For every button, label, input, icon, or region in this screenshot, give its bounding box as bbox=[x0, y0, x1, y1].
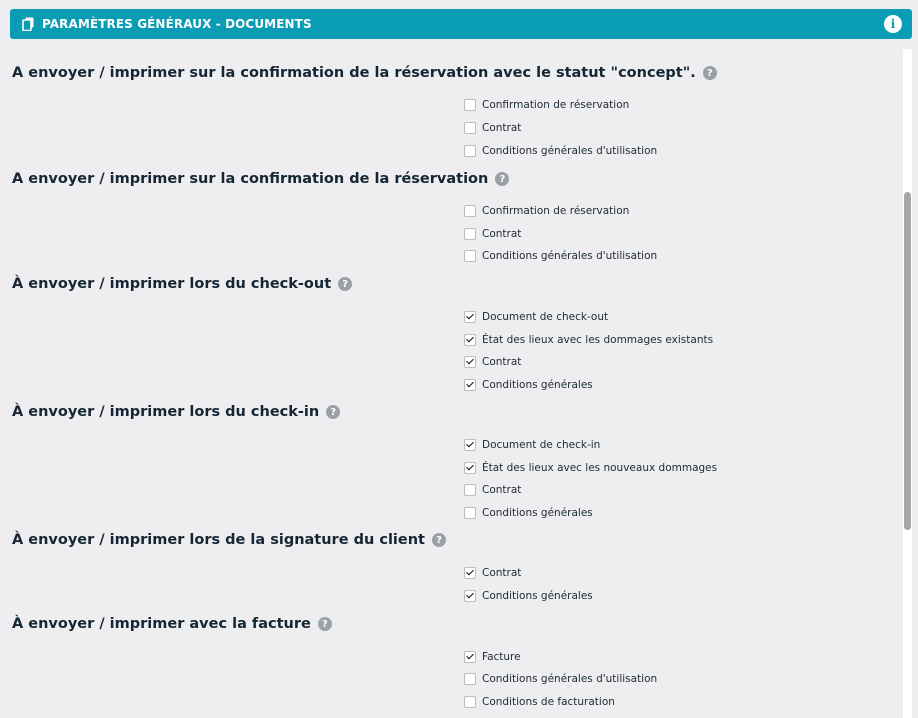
section-title-facture: À envoyer / imprimer avec la facture ? bbox=[12, 616, 332, 632]
option-contrat[interactable]: Contrat bbox=[464, 567, 521, 579]
panel-header bbox=[10, 9, 912, 39]
section-title-check-in: À envoyer / imprimer lors du check-in ? bbox=[12, 404, 340, 420]
scrollbar-thumb[interactable] bbox=[904, 192, 911, 530]
help-icon[interactable]: ? bbox=[432, 533, 446, 547]
option-contrat[interactable]: Contrat bbox=[464, 228, 521, 240]
option-confirmation-reservation[interactable]: Confirmation de réservation bbox=[464, 99, 629, 111]
section-title-concept-confirmation: A envoyer / imprimer sur la confirmation de la réservation avec le statut "concept". ? bbox=[12, 65, 717, 81]
option-conditions-generales-utilisation[interactable]: Conditions générales d'utilisation bbox=[464, 250, 657, 262]
checkbox[interactable] bbox=[464, 673, 476, 685]
checkbox[interactable] bbox=[464, 228, 476, 240]
checkbox[interactable] bbox=[464, 567, 476, 579]
option-conditions-generales[interactable]: Conditions générales bbox=[464, 590, 593, 602]
option-document-check-in[interactable]: Document de check-in bbox=[464, 439, 600, 451]
section-title-confirmation: A envoyer / imprimer sur la confirmation de la réservation ? bbox=[12, 171, 509, 187]
checkbox[interactable] bbox=[464, 250, 476, 262]
checkbox[interactable] bbox=[464, 311, 476, 323]
option-contrat[interactable]: Contrat bbox=[464, 484, 521, 496]
checkbox[interactable] bbox=[464, 507, 476, 519]
section-title-check-out: À envoyer / imprimer lors du check-out ? bbox=[12, 276, 352, 292]
option-conditions-facturation[interactable]: Conditions de facturation bbox=[464, 696, 615, 708]
section-title-signature-client: À envoyer / imprimer lors de la signature du client ? bbox=[12, 532, 446, 548]
checkbox[interactable] bbox=[464, 145, 476, 157]
checkbox[interactable] bbox=[464, 590, 476, 602]
checkbox[interactable] bbox=[464, 205, 476, 217]
option-conditions-generales-utilisation[interactable]: Conditions générales d'utilisation bbox=[464, 145, 657, 157]
option-facture[interactable]: Facture bbox=[464, 651, 521, 663]
option-etat-des-lieux-existants[interactable]: État des lieux avec les dommages existants bbox=[464, 334, 713, 346]
option-etat-des-lieux-nouveaux[interactable]: État des lieux avec les nouveaux dommages bbox=[464, 462, 717, 474]
info-icon[interactable]: i bbox=[884, 15, 902, 33]
panel-title: PARAMÈTRES GÉNÉRAUX - DOCUMENTS bbox=[42, 17, 312, 31]
option-conditions-generales[interactable]: Conditions générales bbox=[464, 379, 593, 391]
help-icon[interactable]: ? bbox=[338, 277, 352, 291]
option-conditions-generales-utilisation[interactable]: Conditions générales d'utilisation bbox=[464, 673, 657, 685]
option-contrat[interactable]: Contrat bbox=[464, 122, 521, 134]
option-contrat[interactable]: Contrat bbox=[464, 356, 521, 368]
documents-icon bbox=[22, 17, 36, 31]
checkbox[interactable] bbox=[464, 356, 476, 368]
checkbox[interactable] bbox=[464, 99, 476, 111]
help-icon[interactable]: ? bbox=[703, 66, 717, 80]
checkbox[interactable] bbox=[464, 651, 476, 663]
option-conditions-generales[interactable]: Conditions générales bbox=[464, 507, 593, 519]
checkbox[interactable] bbox=[464, 484, 476, 496]
checkbox[interactable] bbox=[464, 334, 476, 346]
help-icon[interactable]: ? bbox=[318, 617, 332, 631]
help-icon[interactable]: ? bbox=[326, 405, 340, 419]
checkbox[interactable] bbox=[464, 379, 476, 391]
checkbox[interactable] bbox=[464, 462, 476, 474]
option-document-check-out[interactable]: Document de check-out bbox=[464, 311, 608, 323]
checkbox[interactable] bbox=[464, 122, 476, 134]
checkbox[interactable] bbox=[464, 696, 476, 708]
checkbox[interactable] bbox=[464, 439, 476, 451]
help-icon[interactable]: ? bbox=[495, 172, 509, 186]
option-confirmation-reservation[interactable]: Confirmation de réservation bbox=[464, 205, 629, 217]
